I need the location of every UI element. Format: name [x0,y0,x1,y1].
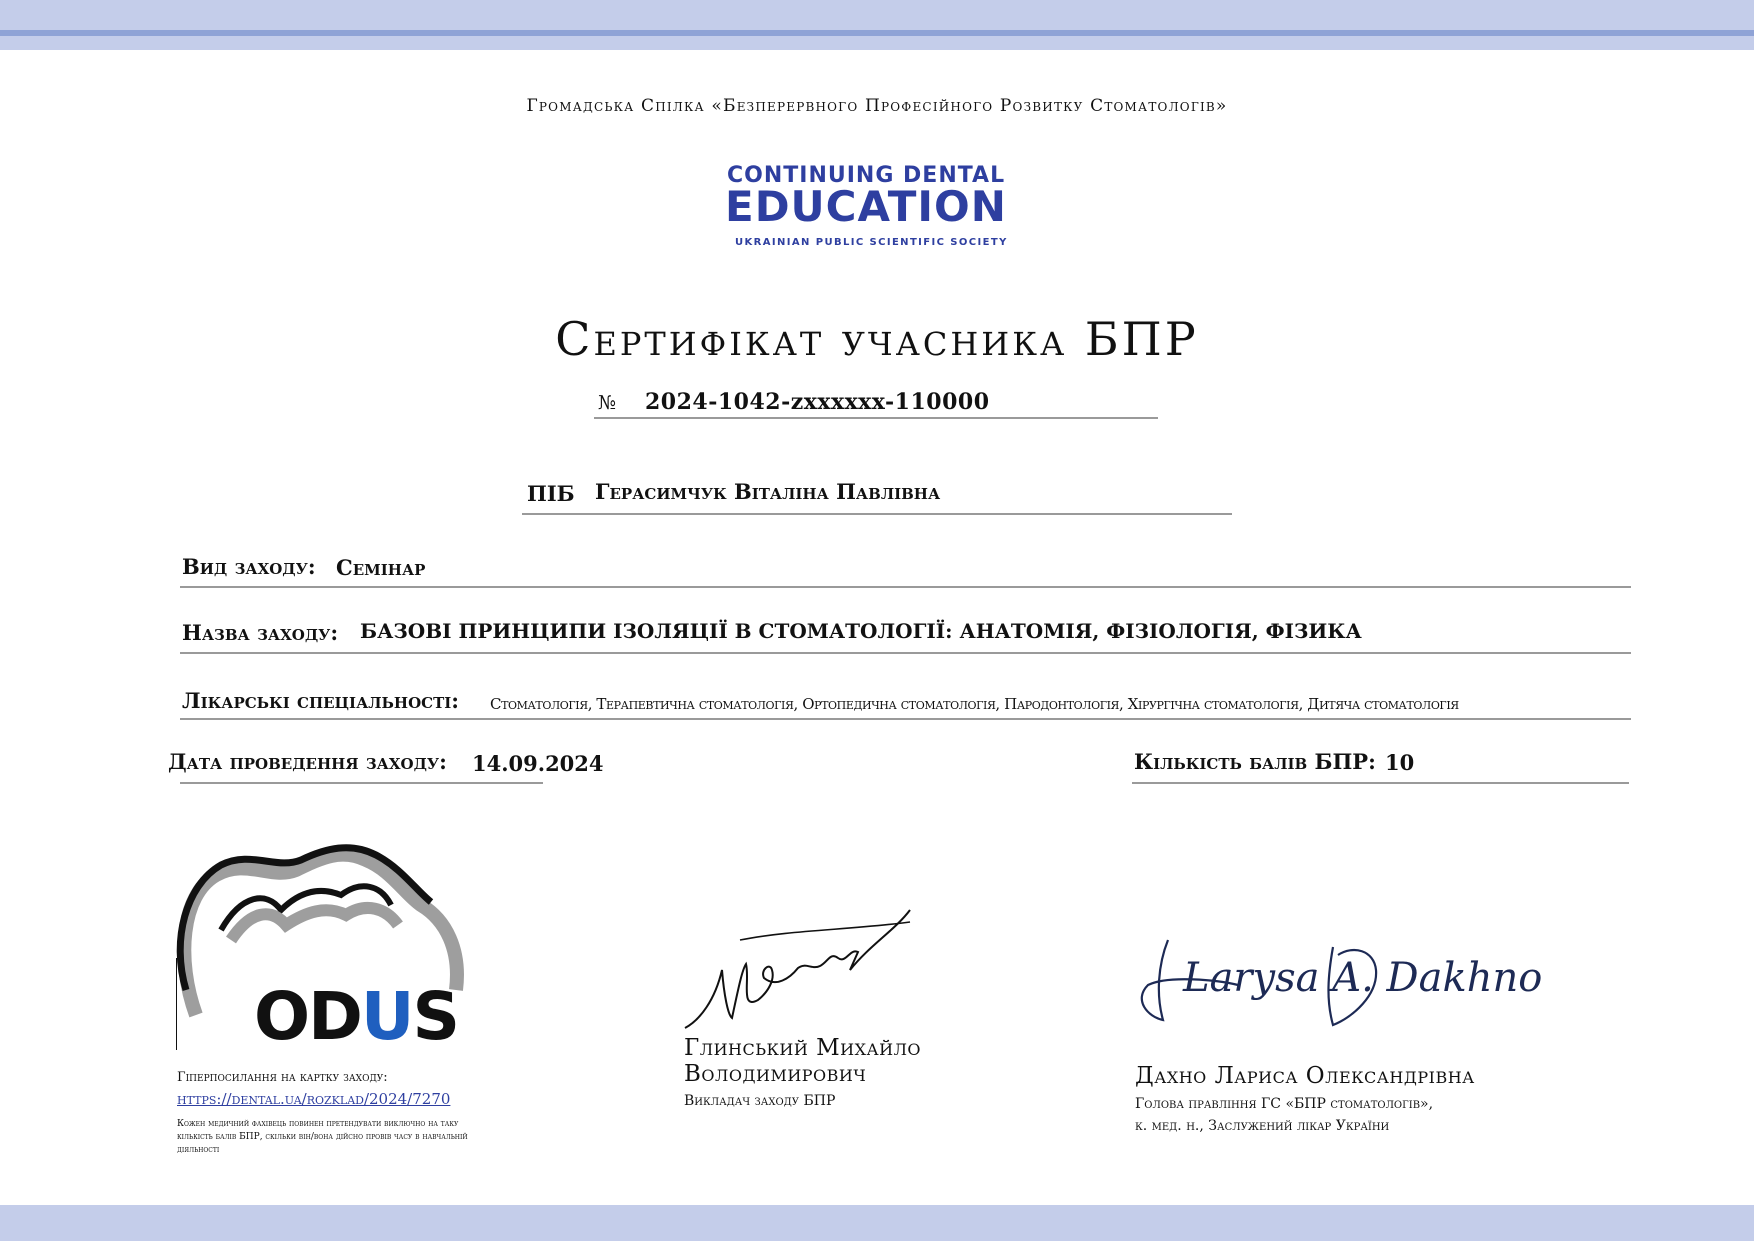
top-decorative-stripe [0,30,1754,36]
points-underline [1132,782,1629,784]
bottom-decorative-band [0,1205,1754,1241]
head-role-line1: Голова правління ГС «БПР стоматологів», [1135,1096,1434,1112]
participant-name: Герасимчук Віталіна Павлівна [595,479,941,504]
logo-line-1: CONTINUING DENTAL [727,163,1006,188]
odus-letter: S [412,978,459,1055]
odus-wordmark [254,978,458,1055]
points-value: 10 [1385,750,1415,775]
logo-line-3: UKRAINIAN PUBLIC SCIENTIFIC SOCIETY [735,237,1008,248]
event-link-label: Гіперпосилання на картку заходу: [177,1070,388,1085]
event-link[interactable]: https://dental.ua/rozklad/2024/7270 [177,1090,451,1108]
points-label: Кількість балів БПР: [1134,749,1376,774]
participant-label: ПІБ [527,481,575,506]
specialties-list: Стоматологія, Терапевтична стоматологія, Ортопедична стоматологія, Пародонтологія, Хірургічна стоматологія, Дитяча стоматологія [490,695,1459,713]
lecturer-signature [680,900,920,1035]
specialties-label: Лікарські спеціальності: [182,688,460,713]
head-signature-text: Larysa A. Dakhno [1183,955,1543,1001]
event-date-underline [180,782,543,784]
event-date-label: Дата проведення заходу: [168,749,447,774]
certificate-number: 2024-1042-zxxxxxx-110000 [645,389,990,415]
event-type-underline [180,586,1631,588]
organization-name: Громадська Спілка «Безперервного Професійного Розвитку Стоматологів» [526,96,1228,116]
cde-logo [727,165,1027,248]
event-type-label: Вид заходу: [182,554,316,579]
lecturer-role: Викладач заходу БПР [684,1093,836,1109]
head-name: Дахно Лариса Олександрівна [1135,1063,1475,1089]
specialties-underline [180,718,1631,720]
certificate-title: Сертифікат учасника БПР [555,312,1199,366]
certificate-number-underline [594,417,1158,419]
head-role-line2: к. мед. н., Заслужений лікар України [1135,1118,1390,1134]
event-name: БАЗОВІ ПРИНЦИПИ ІЗОЛЯЦІЇ В СТОМАТОЛОГІЇ: АНАТОМІЯ, ФІЗІОЛОГІЯ, ФІЗИКА [360,619,1362,643]
event-name-underline [180,652,1631,654]
odus-logo [176,840,466,1055]
certificate-number-label: № [598,392,616,414]
odus-letter: U [360,978,413,1055]
logo-line-2: EDUCATION [725,182,1007,231]
odus-letter: O [254,978,309,1055]
lecturer-name-line2: Володимирович [684,1061,867,1087]
lecturer-signature-icon [680,900,920,1035]
lecturer-name-line1: Глинський Михайло [684,1035,922,1061]
participant-underline [522,513,1232,515]
points-notice: Кожен медичний фахівець повинен претендувати виключно на таку кількість балів БПР, скільки він/вона дійсно провів часу в навчальній діяльності [177,1119,468,1155]
event-name-label: Назва заходу: [182,620,339,645]
event-type: Семінар [336,555,426,580]
top-decorative-band [0,0,1754,50]
odus-text [254,978,458,1055]
head-signature [1128,925,1543,1030]
event-date: 14.09.2024 [472,751,604,776]
odus-letter: D [308,978,361,1055]
